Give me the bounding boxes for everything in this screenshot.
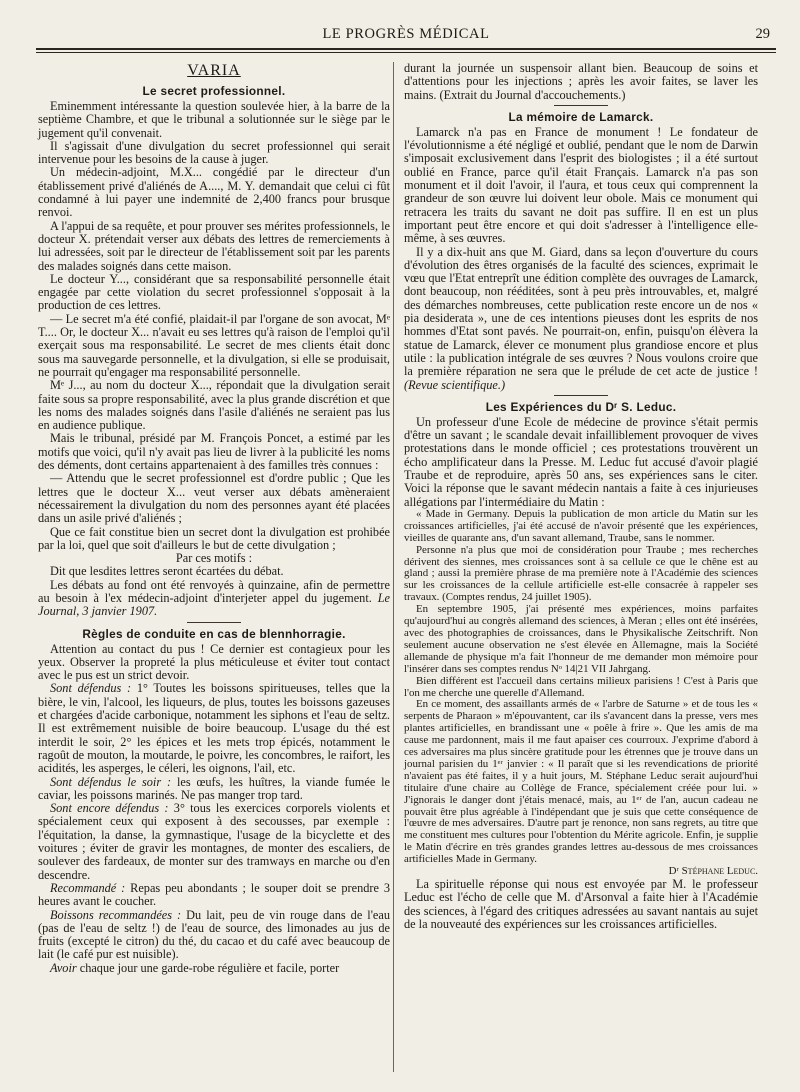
section-varia-heading: VARIA (187, 62, 241, 79)
article-title-secret: Le secret professionnel. (142, 84, 286, 98)
quote-paragraph: Personne n'a plus que moi de considération pour Traube ; mes recherches dérivent des siennes, mes croissances sont à sa cellule ce que le chêne est au gland ; aussi la première phrase de ma première note à l'Académie des sciences sur les croissances de la cellule artificielle est-elle consacrée à rappeler ses travaux. (Comptes rendus, 24 juillet 1905). (404, 543, 758, 604)
paragraph: Un professeur d'une Ecole de médecine de province s'était permis d'être un savant ; le scandale devait infailliblement provoquer de vives protestations dans le monde officiel ; ces protestations trouvèrent un écho amplificateur dans la Presse. M. Leduc fut accusé d'avoir plagié Traube et de reproduire, après 50 ans, ses expériences sans le citer. Voici la réponse que le savant médecin nantais a faite à ces injurieuses allégations par l'intermédiaire du Matin : (404, 414, 758, 509)
journal-title: LE PROGRÈS MÉDICAL (322, 26, 490, 42)
article-title-blennorragie: Règles de conduite en cas de blennhorragie. (82, 626, 346, 641)
page-header (36, 22, 776, 50)
paragraph-text: 3° tous les exercices corporels violents et spécialement ceux qui exposent à des secousses, par exemple : l'équitation, la danse, la gymnastique, l'usage de la bicyclette et des voitures ; éviter de gravir les montagnes, de monter des escaliers, de soulever des fardeaux, de monter sur des tramways en marche ou d'en descendre. (38, 801, 390, 882)
paragraph (38, 909, 390, 962)
paragraph: — Le secret m'a été confié, plaidait-il par l'organe de son avocat, Mᵉ T.... Or, le docteur X... n'avait eu ses lettres qu'à raison de l'emploi qu'il exerçait sous ma responsabilité. Le secret de mes clients était donc sous ma sauvegarde personnelle, et la divulgation, si elle se produisait, ne pourrait qu'engager ma responsabilité personnelle. (38, 311, 390, 379)
paragraph: Par ces motifs : (175, 551, 253, 566)
paragraph (38, 962, 390, 975)
paragraph: Mᵉ J..., au nom du docteur X..., répondait que la divulgation serait faite sous sa propre responsabilité, avec la plus grande discrétion et que les noms des malades soignés dans l'asile d'aliénés ne seraient pas lus en audience publique. (38, 378, 390, 433)
paragraph (38, 776, 390, 803)
paragraph-text: Il y a dix-huit ans que M. Giard, dans sa leçon d'ouverture du cours d'évolution des êtres organisés de la faculté des sciences, exprimait le vœu que l'Etat entreprît une édition complète des ouvrages de Lamarck, dont beaucoup, non rééditées, sont à peu près introuvables, et, malgré des démarches nombreuses, cette publication reste encore un de nos « pia desiderata », une de ces intentions pieuses dont les esprits de nos hommes d'Etat sont pavés. Ne pourrait-on, enfin, puisqu'on élèvera la statue de Lamarck, élever ce monument plus grandiose encore et plus utile : la publication intégrale de ses œuvres ? Nous voulons croire que la première réparation ne sera que le prélude de cet acte de justice ! (404, 244, 758, 379)
paragraph-text: chaque jour une garde-robe régulière et facile, porter (79, 960, 340, 975)
header-rule (36, 48, 776, 50)
header-rule-thin (36, 52, 776, 53)
section-rule (554, 105, 608, 106)
paragraph: Le docteur Y..., considérant que sa responsabilité personnelle était engagée par cette violation du secret professionnel s'opposait à la production de ces lettres. (38, 271, 390, 313)
lead-label: Sont défendus le soir : (50, 774, 172, 789)
lead-label: Recommandé : (50, 880, 126, 895)
lead-label: Sont défendus : (50, 681, 132, 696)
paragraph-text: Repas peu abondants ; le souper doit se prendre 3 heures avant le coucher. (38, 880, 390, 909)
paragraph: La spirituelle réponse qui nous est envoyée par M. le professeur Leduc est l'écho de celle que M. d'Arsonval a faite hier à l'Académie des sciences, à l'égard des critiques adressées au savant nantais au sujet de la nouveauté des expériences sur les croissances artificielles. (404, 877, 758, 931)
paragraph-text: les œufs, les huîtres, la viande fumée le caviar, les poissons marinés. Ne pas manger trop tard. (38, 774, 391, 802)
paragraph: Attention au contact du pus ! Ce dernier est contagieux pour les yeux. Observer la propreté la plus méticuleuse et éviter tout contact avec le pus est un strict devoir. (38, 641, 390, 683)
quoted-letter (404, 509, 758, 878)
paragraph: durant la journée un suspensoir allant bien. Beaucoup de soins et d'attentions pour les injections ; après les avoir faites, se laver les mains. (Extrait du Journal d'accouchements.) (404, 61, 758, 102)
page-number: 29 (755, 26, 770, 42)
section-rule (187, 622, 241, 623)
quote-paragraph: « Made in Germany. Depuis la publication de mon article du Matin sur les croissances artificielles, j'ai été accusé de n'avoir présenté que les expériences, vieilles de quarante ans, d'un savant allemand, Traube, sans le nommer. (404, 507, 758, 544)
paragraph (38, 579, 390, 619)
article-title-leduc: Les Expériences du Dʳ S. Leduc. (485, 399, 677, 414)
paragraph (38, 882, 390, 909)
paragraph-text: 1° Toutes les boissons spiritueuses, telles que la bière, le vin, l'alcool, les liqueurs, de plus, toutes les boissons gazeuses et chargées d'acide carbonique, notamment les siphons et l'eau de seltz. Il est extrêmement nuisible de boire beaucoup. L'usage du thé est interdit le soir, 2° les épices et les mets trop épicés, notamment le ragoût de mouton, la moutarde, le poivre, les concombres, le raifort, les acidités, les asperges, le céleri, les oignons, l'ail, etc. (38, 681, 390, 776)
paragraph: A l'appui de sa requête, et pour prouver ses mérites professionnels, le docteur X. prétendait verser aux débats des lettres de remerciements à lui adressées, soit par le directeur de l'établissement soit par les parents des malades soignés dans cette maison. (38, 218, 390, 273)
paragraph (404, 246, 758, 392)
paragraph (38, 802, 390, 882)
signature: Dʳ Stéphane Leduc. (668, 865, 758, 878)
paragraph: Un médecin-adjoint, M.X... congédié par le directeur d'un établissement privé d'aliénés de A...., M. Y. demandait que celui ci fût condamné à lui payer une indemnité de 2,400 francs pour brusque renvoi. (38, 165, 390, 220)
paragraph: Lamarck n'a pas en France de monument ! Le fondateur de l'évolutionnisme a été négligé et oublié, pendant que le nom de Darwin s'imposait exclusivement dans l'esprit des biologistes ; il a été surtout oublié en France, parce qu'il était Français. Lamarck n'a pas son monument et il doit l'avoir, il l'aura, et tous ceux qui comprennent la grandeur de son œuvre lui doivent leur obole. Mais ce monument qui retracera les traits du savant ne doit pas suffire. Il en est un plus important peut être encore et qui doit s'adresser à l'intelligence elle-même, à ses œuvres. (404, 124, 758, 246)
right-column (404, 62, 758, 931)
paragraph: Mais le tribunal, présidé par M. François Poncet, a estimé par les motifs que voici, qu'il n'y avait pas lieu de livrer à la publicité les noms des déments, dont certains appartenaient à des familles très connues : (38, 431, 390, 473)
source-citation: Le Journal, 3 janvier 1907. (38, 590, 390, 619)
lead-label: Boissons recommandées : (50, 907, 182, 922)
quote-paragraph: En ce moment, des assaillants armés de « l'arbre de Saturne » et de tous les « serpents de Pharaon » m'épouvantent, car ils s'avancent dans la presse, vers mes plantes artificielles, en brandissant une « poêle à frire ». Que les amis de ma cause me pardonnent, mais il me faut apaiser ces courroux. J'exprime d'abord à ces adversaires ma plus sincère gratitude pour les étrennes que je trouve dans un journal parisien du 1ᵉʳ janvier : « Il paraît que si les revendications de priorité n'avaient pas été faites, il y a huit jours, M. Stéphane Leduc serait aujourd'hui titulaire d'une chaire au Collège de France, spécialement créée pour lui. » J'ignorais le danger dont j'étais menacé, mais, au 1ᵉʳ de l'an, aucun cadeau ne pouvait être plus agréable à l'indépendant que je suis que cette conséquence de l'œuvre de mes adversaires. D'autre part je renonce, non sans regrets, au titre que me constituent mes cultures pour l'obtention du Mérite agricole. Enfin, je supplie le Matin d'écrire en très grandes grandes lettres au-dessous de mes croissances artificielles Made in Germany. (404, 698, 758, 866)
paragraph-text: Les débats au fond ont été renvoyés à quinzaine, afin de permettre au besoin à l'ex médecin-adjoint d'interjeter appel du jugement. (38, 577, 390, 605)
lead-label: Avoir (50, 960, 77, 975)
paragraph: Dit que lesdites lettres seront écartées du débat. (50, 564, 284, 579)
quote-paragraph: En septembre 1905, j'ai présenté mes expériences, moins parfaites qu'aujourd'hui au congrès allemand des sciences, à Meran ; elles ont été insérées, avec des photographies de croissances, dans le Physikalische Zeitschrift. Non seulement aucune observation ne s'est élevée en Allemagne, mais la Société allemande de physique m'a fait l'honneur de me demander mon mémoire pour l'insérer dans ses comptes rendus Nᵒ 14|21 VII Jahrgang. (404, 603, 758, 675)
paragraph: — Attendu que le secret professionnel est d'ordre public ; Que les lettres que le docteur X... veut verser aux débats amèneraient nécessairement la divulgation du nom des personnes ayant été placées dans un asile privé d'aliénés ; (38, 471, 390, 526)
quote-paragraph: Bien différent est l'accueil dans certains milieux parisiens ! C'est à Paris que l'on me cherche une querelle d'Allemand. (404, 674, 758, 699)
article-title-lamarck: La mémoire de Lamarck. (508, 109, 654, 124)
source-citation: (Revue scientifique.) (404, 377, 506, 392)
lead-label: Sont encore défendus : (50, 801, 169, 816)
paragraph-text: Du lait, peu de vin rouge dans de l'eau (pas de l'eau de seltz !) de l'eau de source, des limonades au jus de fruits (excepté le citron) du thé, du cacao et du café avec beaucoup de lait (le café pur est nuisible). (38, 907, 390, 962)
paragraph (38, 682, 390, 775)
section-rule (554, 395, 608, 396)
paragraph: Il s'agissait d'une divulgation du secret professionnel qui serait intervenue pour les besoins de la cause à juger. (38, 138, 390, 167)
column-divider (393, 62, 394, 1072)
paragraph: Eminemment intéressante la question soulevée hier, à la barre de la septième Chambre, et que le tribunal a solutionnée sur le siège par le jugement qu'il convenait. (38, 99, 390, 140)
paragraph: Que ce fait constitue bien un secret dont la divulgation est prohibée par la loi, quel que soit d'ailleurs le but de cette divulgation ; (38, 524, 390, 552)
left-column (38, 60, 390, 975)
